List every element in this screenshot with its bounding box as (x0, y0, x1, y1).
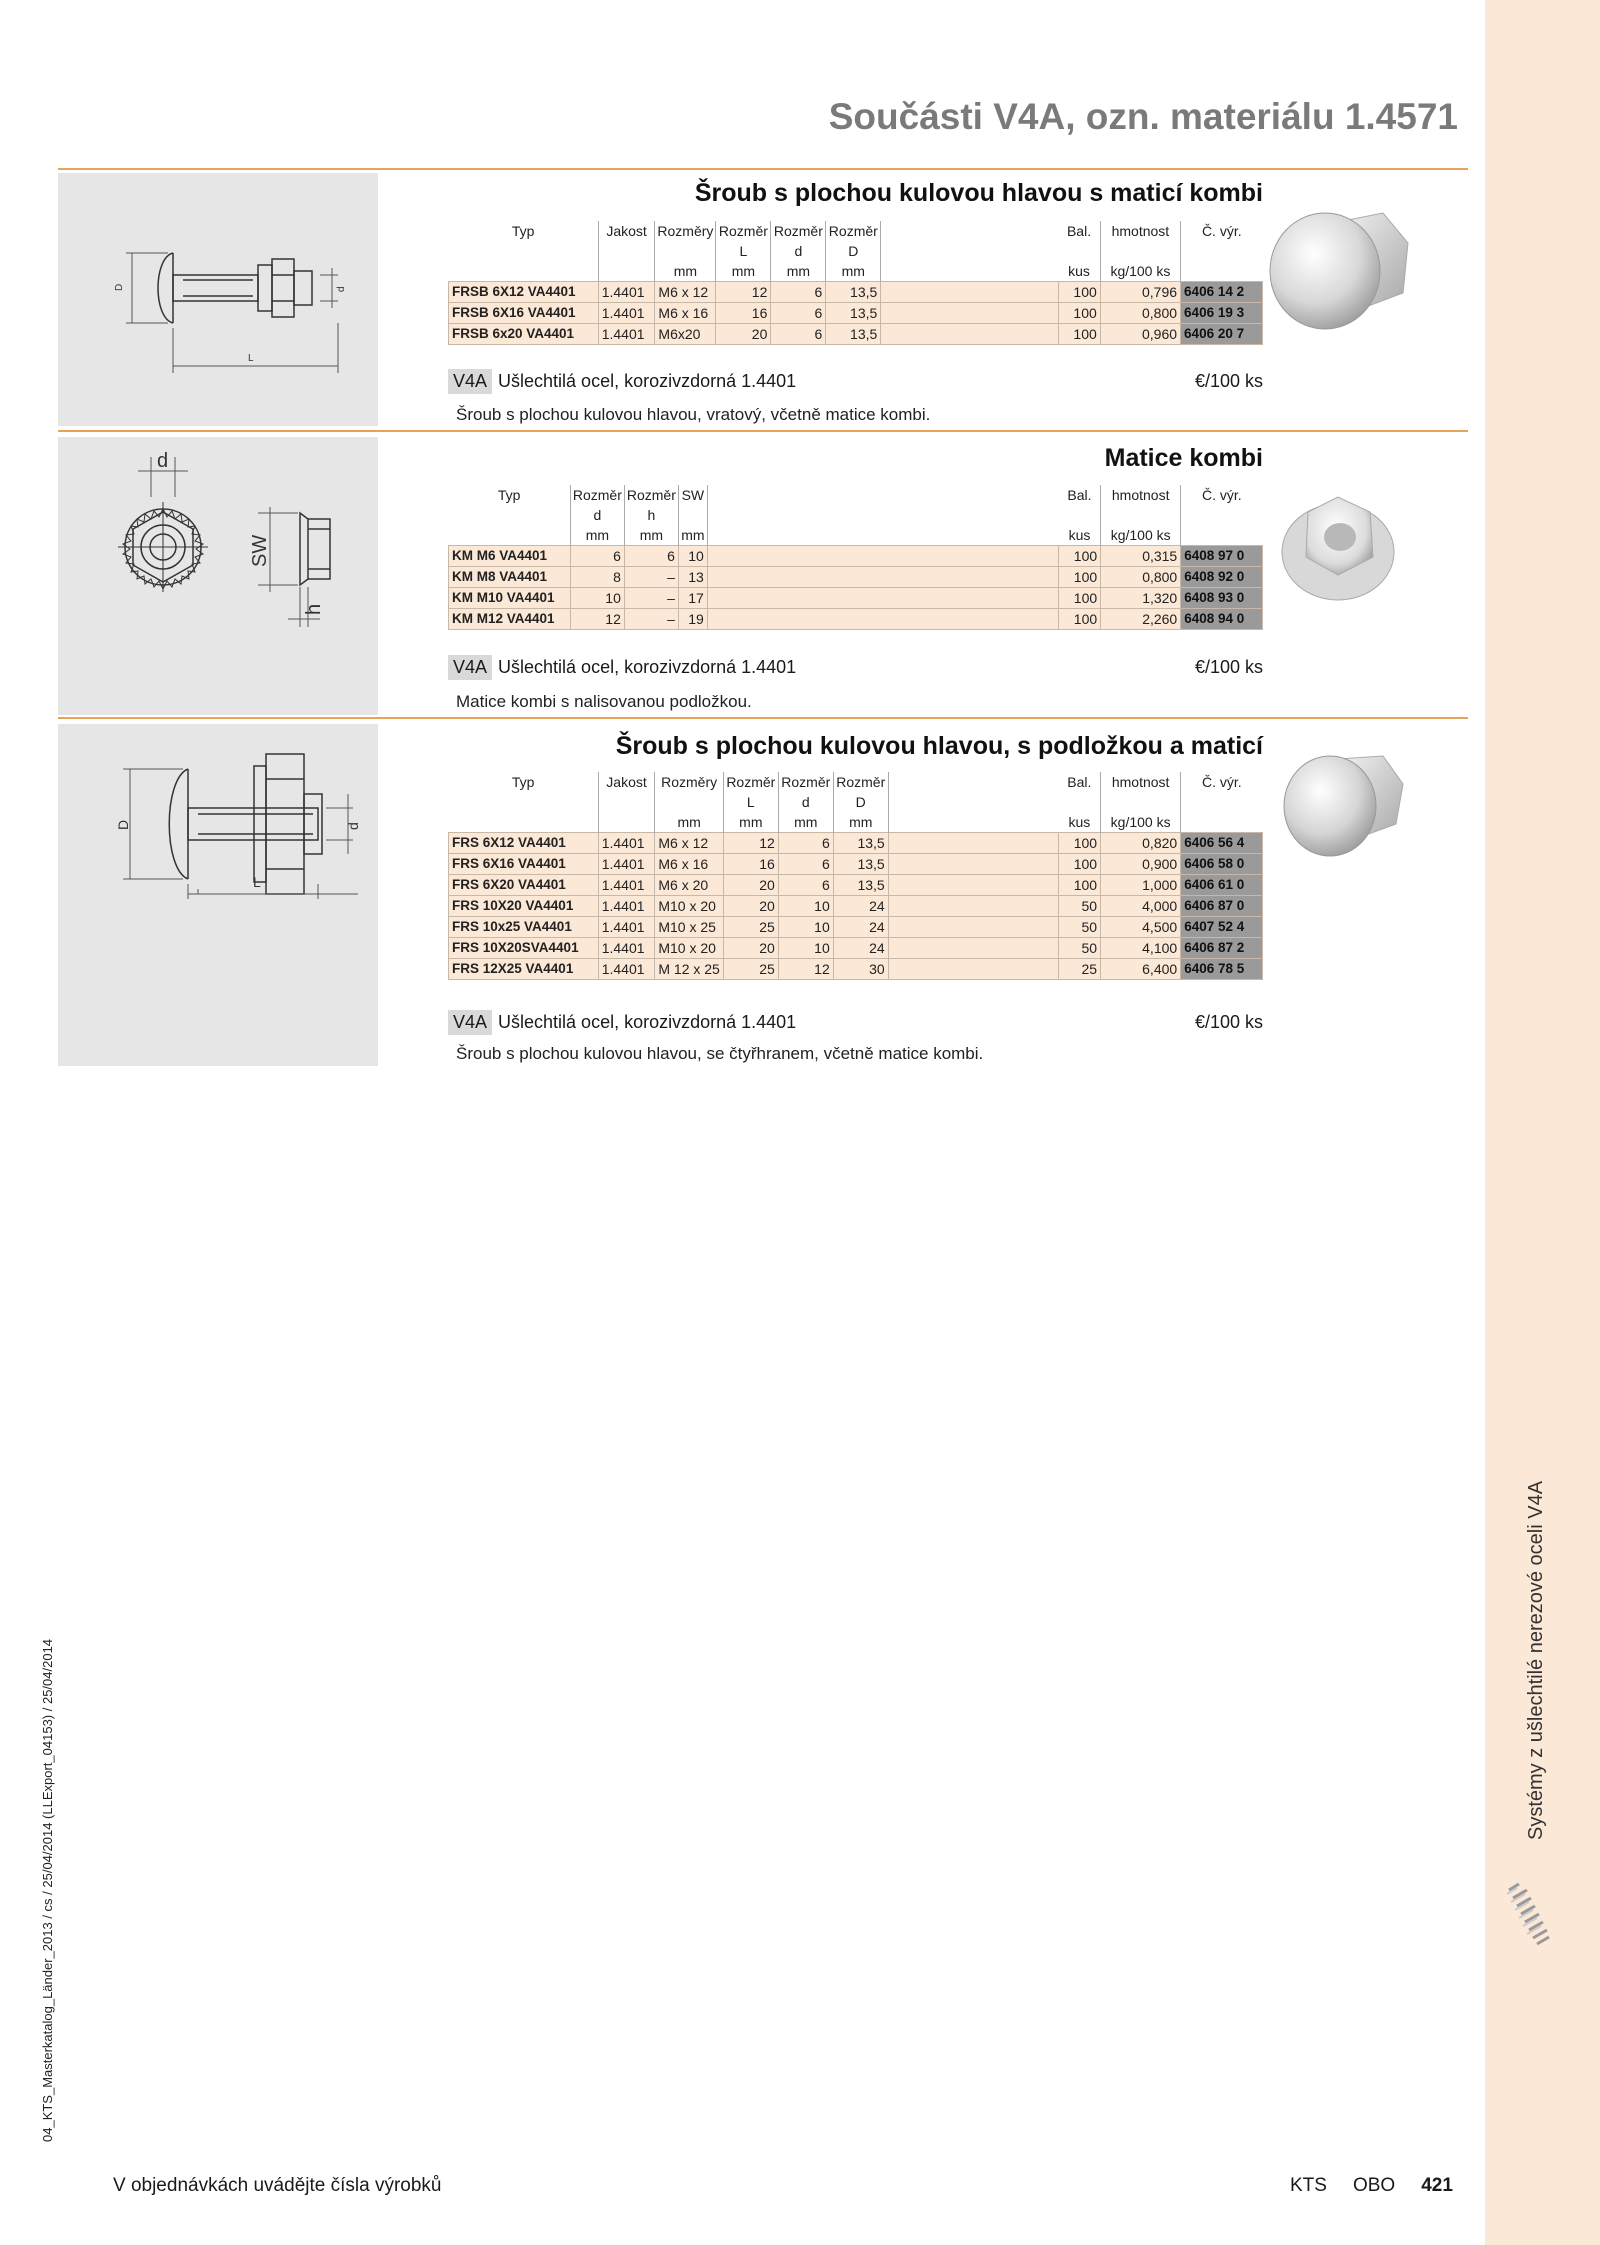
col-d: Rozměr d (570, 485, 624, 525)
table-row: KM M8 VA4401 8 – 13 100 0,800 6408 92 0 (449, 567, 1263, 588)
material-badge: V4A (448, 369, 492, 394)
table-row: FRSB 6X16 VA4401 1.4401 M6 x 16 16 6 13,5 100 0,800 6406 19 3 (449, 303, 1263, 324)
table-row: FRS 6X16 VA4401 1.4401 M6 x 16 16 6 13,5 100 0,900 6406 58 0 (449, 854, 1263, 875)
section-title: Šroub s plochou kulovou hlavou s maticí kombi (694, 179, 1263, 207)
table-row: FRSB 6X12 VA4401 1.4401 M6 x 12 12 6 13,5 100 0,796 6406 14 2 (449, 282, 1263, 303)
col-sw: SW (678, 485, 707, 525)
product-description: Matice kombi s nalisovanou podložkou. (456, 692, 752, 711)
divider (58, 430, 1468, 432)
product-description: Šroub s plochou kulovou hlavou, vratový, včetně matice kombi. (456, 405, 931, 424)
col-jakost: Jakost (598, 772, 655, 812)
section-frsb (58, 173, 1468, 428)
table-row: FRS 10X20SVA4401 1.4401 M10 x 20 20 10 24 50 4,100 6406 87 2 (449, 938, 1263, 959)
section-frs (58, 724, 1468, 1064)
col-rozmery: Rozměry (655, 772, 723, 812)
footer-brand (1290, 2175, 1453, 2197)
col-bal: Bal. (1059, 485, 1101, 525)
table-row: FRSB 6x20 VA4401 1.4401 M6x20 20 6 13,5 100 0,960 6406 20 7 (449, 324, 1263, 345)
col-cislo: Č. výr. (1202, 774, 1242, 790)
drawing-label-d: d (157, 450, 169, 472)
material-row (448, 655, 1263, 683)
footer-note: V objednávkách uvádějte čísla výrobků (113, 2175, 442, 2196)
product-photo (1278, 487, 1398, 607)
col-L: Rozměr L (723, 772, 778, 812)
col-bal: Bal. (1058, 221, 1100, 261)
col-cislo: Č. výr. (1202, 487, 1242, 503)
drawing-label-d: d (345, 822, 361, 830)
spec-table: Typ Rozměr d Rozměr h SW Bal. hmotnost Č. výr. mm mm mm kus kg/100 ks KM M6 VA4401 6 6 10 100 0,315 6408 97 0 KM M8 VA4401 8 – 13 100 0,800 6408 92 0 KM M10 VA4401 10 – 17 100 1,320 6408 93 0 KM M12 VA4401 12 – 19 100 2,260 6408 94 0 (448, 485, 1263, 630)
col-D: Rozměr D (826, 221, 881, 261)
col-L: Rozměr L (716, 221, 771, 261)
col-jakost: Jakost (598, 221, 655, 261)
col-cislo: Č. výr. (1201, 223, 1242, 239)
col-d: Rozměr d (771, 221, 826, 261)
col-d: Rozměr d (778, 772, 833, 812)
material-row (448, 369, 1263, 397)
divider (58, 168, 1468, 170)
section-title: Šroub s plochou kulovou hlavou, s podložkou a maticí (615, 732, 1263, 760)
drawing-label-D: D (114, 283, 125, 291)
product-photo (1278, 744, 1408, 864)
col-hmotnost: hmotnost (1101, 485, 1181, 525)
col-h: Rozměr h (624, 485, 678, 525)
section-title: Matice kombi (1104, 444, 1263, 472)
material-text: Ušlechtilá ocel, korozivzdorná 1.4401 (498, 657, 797, 677)
table-row: FRS 10X20 VA4401 1.4401 M10 x 20 20 10 24 50 4,000 6406 87 0 (449, 896, 1263, 917)
table-row: FRS 12X25 VA4401 1.4401 M 12 x 25 25 12 30 25 6,400 6406 78 5 (449, 959, 1263, 980)
drawing-label-L: L (253, 874, 261, 890)
drawing-label-L: L (248, 353, 254, 364)
sidebar-category-text: Systémy z ušlechtilé nerezové oceli V4A (1525, 1480, 1547, 1840)
col-hmotnost: hmotnost (1100, 221, 1180, 261)
drawing-label-SW: SW (249, 534, 271, 567)
material-text: Ušlechtilá ocel, korozivzdorná 1.4401 (498, 1012, 797, 1032)
col-typ: Typ (449, 485, 571, 525)
col-typ: Typ (449, 221, 599, 261)
drawing-label-D: D (115, 819, 131, 830)
table-row: FRS 6X12 VA4401 1.4401 M6 x 12 12 6 13,5 100 0,820 6406 56 4 (449, 833, 1263, 854)
km-drawing (58, 437, 378, 715)
price-unit: €/100 ks (1194, 1012, 1263, 1032)
material-text: Ušlechtilá ocel, korozivzdorná 1.4401 (498, 371, 797, 391)
drawing-label-h: h (303, 603, 325, 615)
col-rozmery: Rozměry (655, 221, 716, 261)
price-unit: €/100 ks (1194, 371, 1263, 391)
spec-table: Typ Jakost Rozměry Rozměr L Rozměr d Rozměr D Bal. hmotnost Č. výr. mm mm mm mm kus kg/100 ks FRSB 6X12 VA4401 1.4401 M6 x 12 12 6 13,5 100 0,796 6406 14 2 FRSB 6X16 VA4401 1.4401 M6 x 16 16 6 13,5 100 0,800 6406 19 3 FRSB 6x20 VA4401 1.4401 M6x20 20 6 13,5 100 0,960 6406 20 7 (448, 221, 1263, 345)
material-row (448, 1010, 1263, 1038)
product-photo (1263, 203, 1413, 333)
drawing-label-d: d (336, 286, 347, 292)
print-job-info: 04_KTS_Masterkatalog_Länder_2013 / cs / 25/04/2014 (LLExport_04153) / 25/04/2014 (40, 1638, 55, 2142)
page-number: 421 (1421, 2175, 1453, 2196)
divider (58, 717, 1468, 719)
material-badge: V4A (448, 1010, 492, 1035)
col-D: Rozměr D (833, 772, 888, 812)
spring-icon (1505, 1880, 1557, 1946)
table-row: KM M10 VA4401 10 – 17 100 1,320 6408 93 0 (449, 588, 1263, 609)
frs-drawing (58, 724, 378, 1066)
spec-table: Typ Jakost Rozměry Rozměr L Rozměr d Rozměr D Bal. hmotnost Č. výr. mm mm mm mm kus kg/100 ks FRS 6X12 VA4401 1.4401 M6 x 12 12 6 13,5 100 0,820 6406 56 4 FRS 6X16 VA4401 1.4401 M6 x 16 16 6 13,5 100 0,900 6406 58 0 FRS 6X20 VA4401 1.4401 M6 x 20 20 6 13,5 100 1,000 6406 61 0 FRS 10X20 VA4401 1.4401 M10 x 20 20 10 24 50 4,000 6406 87 0 FRS 10x25 VA4401 1.4401 M10 x 25 25 10 24 50 4,500 6407 52 4 FRS 10X20SVA4401 1.4401 M10 x 20 20 10 24 50 4,100 6406 87 2 FRS 12X25 VA4401 1.4401 M 12 x 25 25 12 30 25 6,400 6406 78 5 (448, 772, 1263, 980)
frsb-drawing (58, 173, 378, 426)
price-unit: €/100 ks (1194, 657, 1263, 677)
col-bal: Bal. (1059, 772, 1101, 812)
table-row: FRS 6X20 VA4401 1.4401 M6 x 20 20 6 13,5 100 1,000 6406 61 0 (449, 875, 1263, 896)
col-hmotnost: hmotnost (1101, 772, 1181, 812)
footer-brand-obo: OBO (1352, 2175, 1396, 2196)
product-description: Šroub s plochou kulovou hlavou, se čtyřhranem, včetně matice kombi. (456, 1044, 984, 1063)
table-row: KM M12 VA4401 12 – 19 100 2,260 6408 94 0 (449, 609, 1263, 630)
col-typ: Typ (449, 772, 599, 812)
page-title: Součásti V4A, ozn. materiálu 1.4571 (828, 96, 1458, 137)
material-badge: V4A (448, 655, 492, 680)
section-km (58, 437, 1468, 715)
table-row: FRS 10x25 VA4401 1.4401 M10 x 25 25 10 24 50 4,500 6407 52 4 (449, 917, 1263, 938)
table-row: KM M6 VA4401 6 6 10 100 0,315 6408 97 0 (449, 546, 1263, 567)
footer-brand-kts: KTS (1290, 2175, 1327, 2196)
